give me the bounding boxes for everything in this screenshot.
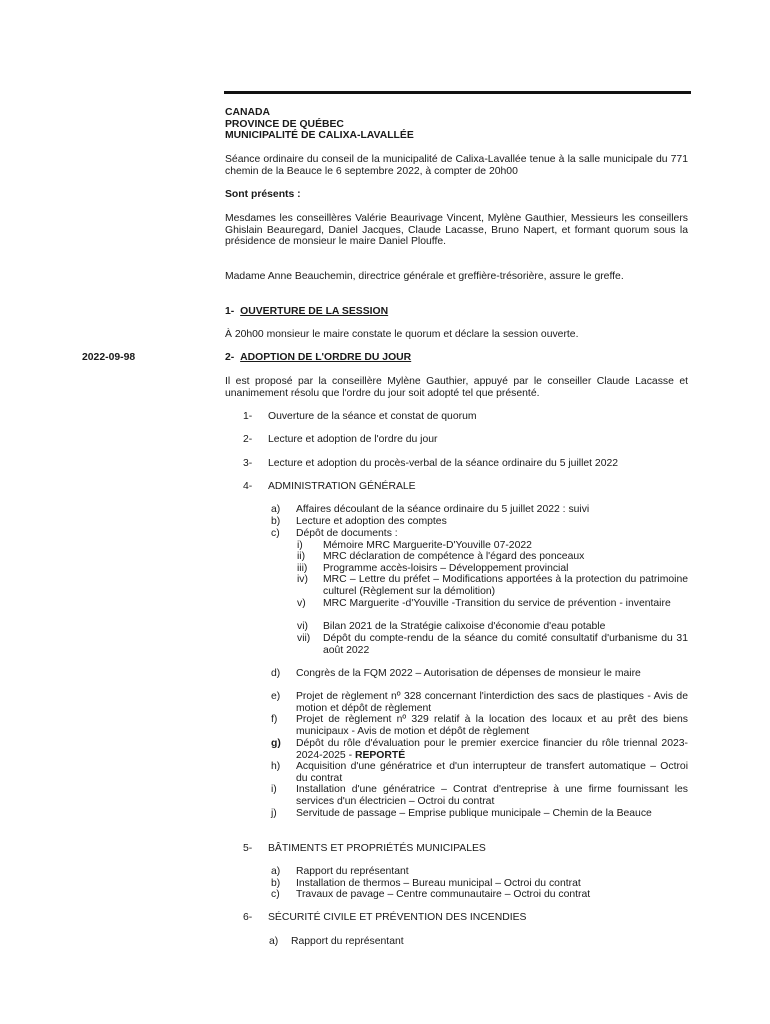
roman-numeral: ii) — [297, 551, 306, 562]
document-item: MRC – Lettre du préfet – Modifications apportées à la protection du patrimoine culturel (Règlement sur la démolition) — [323, 574, 688, 597]
subitem-letter: f) — [271, 714, 278, 725]
agenda-item-number: 4- — [243, 481, 253, 492]
agenda-item-label: ADMINISTRATION GÉNÉRALE — [268, 481, 416, 492]
subitem-text: Acquisition d'une génératrice et d'un interrupteur de transfert automatique – Octroi du contrat — [296, 761, 688, 784]
section1-heading — [225, 306, 688, 318]
subitem-letter: c) — [271, 528, 280, 539]
document-item: Mémoire MRC Marguerite-D'Youville 07-2022 — [323, 540, 532, 551]
subitem-letter: b) — [271, 516, 281, 527]
agenda-item-label: Ouverture de la séance et constat de quorum — [268, 411, 477, 422]
document-item: Dépôt du compte-rendu de la séance du comité consultatif d'urbanisme du 31 août 2022 — [323, 633, 688, 656]
greffe-paragraph: Madame Anne Beauchemin, directrice générale et greffière-trésorière, assure le greffe. — [225, 271, 624, 282]
subitem-text: Installation de thermos – Bureau municipal – Octroi du contrat — [296, 878, 581, 889]
subitem-text: Projet de règlement nº 328 concernant l'interdiction des sacs de plastiques - Avis de motion et dépôt de règlement — [296, 691, 688, 714]
seance-paragraph: Séance ordinaire du conseil de la municipalité de Calixa-Lavallée tenue à la salle municipale du 771 chemin de la Beauce le 6 septembre 2022, à compter de 20h00 — [225, 154, 688, 177]
header-country: CANADA — [225, 107, 271, 118]
roman-numeral: vii) — [297, 633, 311, 644]
subitem-text: Rapport du représentant — [296, 866, 409, 877]
subitem-text: Congrès de la FQM 2022 – Autorisation de dépenses de monsieur le maire — [296, 668, 641, 679]
section1-number: 1- — [225, 306, 235, 317]
section2-number: 2- — [225, 352, 235, 363]
header-rule — [224, 91, 691, 94]
document-item: MRC déclaration de compétence à l'égard des ponceaux — [323, 551, 585, 562]
agenda-item-label: Lecture et adoption du procès-verbal de la séance ordinaire du 5 juillet 2022 — [268, 458, 619, 469]
roman-numeral: v) — [297, 598, 306, 609]
agenda-item-number: 2- — [243, 434, 253, 445]
subitem-text: Servitude de passage – Emprise publique municipale – Chemin de la Beauce — [296, 808, 652, 819]
subitem-text: Dépôt de documents : — [296, 528, 398, 539]
agenda-item-number: 6- — [243, 912, 253, 923]
presents-paragraph: Mesdames les conseillères Valérie Beaurivage Vincent, Mylène Gauthier, Messieurs les conseillers Ghislain Beauregard, Daniel Jacques, Claude Lacasse, Bruno Napert, et formant quorum sous la présidence de monsieur le maire Daniel Plouffe. — [225, 213, 688, 248]
subitem-text: Rapport du représentant — [291, 936, 404, 947]
subitem-letter: g) — [271, 738, 281, 749]
subitem-text: Projet de règlement nº 329 relatif à la location des locaux et au prêt des biens municipaux - Avis de motion et dépôt de règlement — [296, 714, 688, 737]
header-block — [225, 107, 688, 142]
resolution-number: 2022-09-98 — [82, 352, 136, 363]
subitem-letter: a) — [271, 866, 281, 877]
document-item: Bilan 2021 de la Stratégie calixoise d'économie d'eau potable — [323, 621, 606, 632]
subitem-text: Travaux de pavage – Centre communautaire – Octroi du contrat — [296, 889, 591, 900]
document-item: Programme accès-loisirs – Développement provincial — [323, 563, 569, 574]
agenda-item-number: 1- — [243, 411, 253, 422]
subitem-letter: e) — [271, 691, 281, 702]
subitem-text: Installation d'une génératrice – Contrat d'entreprise à une firme fournissant les services d'un électricien – Octroi du contrat — [296, 784, 688, 807]
subitem-letter: b) — [271, 878, 281, 889]
reporte-label: REPORTÉ — [354, 749, 406, 761]
subitem-text-main: Dépôt du rôle d'évaluation pour le premier exercice financier du rôle triennal 2023-2024-2025 - — [296, 738, 688, 761]
subitem-letter: h) — [271, 761, 281, 772]
presents-title: Sont présents : — [225, 189, 301, 200]
subitem-text: Lecture et adoption des comptes — [296, 516, 447, 527]
document-item: MRC Marguerite -d'Youville -Transition du service de prévention - inventaire — [323, 598, 671, 609]
subitem-letter: d) — [271, 668, 281, 679]
section1-text: À 20h00 monsieur le maire constate le quorum et déclare la session ouverte. — [225, 329, 579, 340]
subitem-letter: i) — [271, 784, 277, 795]
roman-numeral: i) — [297, 540, 303, 551]
subitem-letter: c) — [271, 889, 280, 900]
section2-text: Il est proposé par la conseillère Mylène Gauthier, appuyé par le conseiller Claude Lacasse et unanimement résolu que l'ordre du jour soit adopté tel que présenté. — [225, 376, 688, 399]
agenda-item-label: BÂTIMENTS ET PROPRIÉTÉS MUNICIPALES — [268, 843, 486, 854]
agenda-item-label: SÉCURITÉ CIVILE ET PRÉVENTION DES INCENDIES — [268, 912, 527, 923]
agenda-item-number: 5- — [243, 843, 253, 854]
section2-heading — [225, 352, 688, 364]
subitem-text — [296, 738, 688, 761]
agenda-item-label: Lecture et adoption de l'ordre du jour — [268, 434, 438, 445]
subitem-letter: a) — [269, 936, 279, 947]
subitem-letter: a) — [271, 504, 281, 515]
section1-title: OUVERTURE DE LA SESSION — [240, 306, 389, 317]
roman-numeral: vi) — [297, 621, 308, 632]
agenda-item-number: 3- — [243, 458, 253, 469]
section2-title: ADOPTION DE L'ORDRE DU JOUR — [240, 352, 412, 363]
header-province: PROVINCE DE QUÉBEC — [225, 118, 344, 130]
roman-numeral: iii) — [297, 563, 308, 574]
roman-numeral: iv) — [297, 574, 308, 585]
header-municipality: MUNICIPALITÉ DE CALIXA-LAVALLÉE — [225, 130, 414, 142]
subitem-text: Affaires découlant de la séance ordinaire du 5 juillet 2022 : suivi — [296, 504, 590, 515]
subitem-letter: j) — [271, 808, 277, 819]
